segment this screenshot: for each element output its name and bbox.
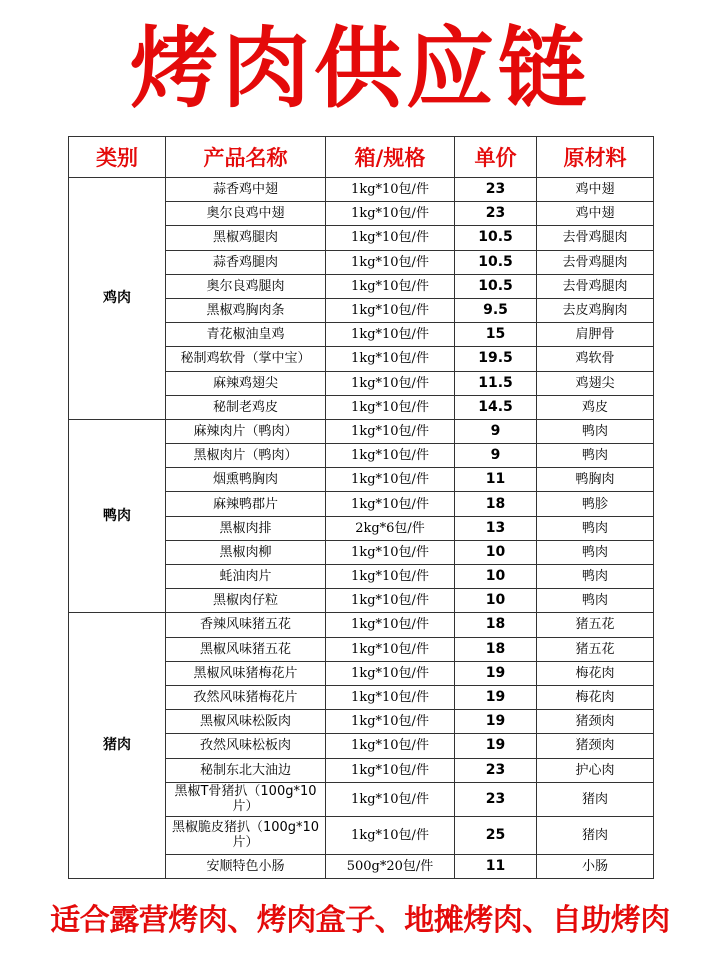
product-name-cell: 黑椒肉排 xyxy=(166,516,326,540)
price-cell: 23 xyxy=(455,782,537,816)
product-name-cell: 秘制老鸡皮 xyxy=(166,395,326,419)
material-cell: 鸡中翅 xyxy=(537,178,654,202)
category-cell: 鸭肉 xyxy=(69,419,166,613)
price-cell: 19 xyxy=(455,661,537,685)
product-name-cell: 黑椒肉柳 xyxy=(166,540,326,564)
material-cell: 猪颈肉 xyxy=(537,734,654,758)
product-name-cell: 黑椒T骨猪扒（100g*10片） xyxy=(166,782,326,816)
header-price: 单价 xyxy=(455,137,537,178)
material-cell: 猪五花 xyxy=(537,637,654,661)
header-category: 类别 xyxy=(69,137,166,178)
material-cell: 去骨鸡腿肉 xyxy=(537,226,654,250)
material-cell: 鸭肉 xyxy=(537,444,654,468)
material-cell: 鸭肉 xyxy=(537,516,654,540)
header-material: 原材料 xyxy=(537,137,654,178)
spec-cell: 1kg*10包/件 xyxy=(326,274,455,298)
price-cell: 10.5 xyxy=(455,226,537,250)
spec-cell: 1kg*10包/件 xyxy=(326,444,455,468)
material-cell: 肩胛骨 xyxy=(537,323,654,347)
product-name-cell: 黑椒鸡胸肉条 xyxy=(166,298,326,322)
material-cell: 鸡翅尖 xyxy=(537,371,654,395)
spec-cell: 1kg*10包/件 xyxy=(326,637,455,661)
table-row xyxy=(69,613,654,637)
spec-cell: 1kg*10包/件 xyxy=(326,178,455,202)
price-cell: 23 xyxy=(455,178,537,202)
material-cell: 小肠 xyxy=(537,854,654,878)
price-cell: 23 xyxy=(455,758,537,782)
header-spec: 箱/规格 xyxy=(326,137,455,178)
material-cell: 护心肉 xyxy=(537,758,654,782)
price-cell: 11 xyxy=(455,468,537,492)
product-name-cell: 奥尔良鸡腿肉 xyxy=(166,274,326,298)
material-cell: 鸭胸肉 xyxy=(537,468,654,492)
material-cell: 鸭肉 xyxy=(537,540,654,564)
material-cell: 去骨鸡腿肉 xyxy=(537,250,654,274)
price-cell: 9 xyxy=(455,419,537,443)
price-table-container xyxy=(68,136,654,879)
price-cell: 11.5 xyxy=(455,371,537,395)
product-name-cell: 秘制鸡软骨（掌中宝） xyxy=(166,347,326,371)
spec-cell: 1kg*10包/件 xyxy=(326,468,455,492)
footer-slogan: 适合露营烤肉、烤肉盒子、地摊烤肉、自助烤肉 xyxy=(50,903,670,938)
price-cell: 18 xyxy=(455,637,537,661)
price-cell: 25 xyxy=(455,816,537,854)
spec-cell: 1kg*10包/件 xyxy=(326,250,455,274)
price-cell: 10.5 xyxy=(455,250,537,274)
price-cell: 13 xyxy=(455,516,537,540)
price-cell: 10 xyxy=(455,565,537,589)
material-cell: 去骨鸡腿肉 xyxy=(537,274,654,298)
spec-cell: 1kg*10包/件 xyxy=(326,540,455,564)
product-name-cell: 黑椒鸡腿肉 xyxy=(166,226,326,250)
material-cell: 猪肉 xyxy=(537,816,654,854)
product-name-cell: 孜然风味松板肉 xyxy=(166,734,326,758)
material-cell: 梅花肉 xyxy=(537,685,654,709)
material-cell: 鸡皮 xyxy=(537,395,654,419)
product-name-cell: 黑椒风味猪五花 xyxy=(166,637,326,661)
price-cell: 23 xyxy=(455,202,537,226)
price-cell: 19 xyxy=(455,734,537,758)
price-cell: 10.5 xyxy=(455,274,537,298)
price-cell: 15 xyxy=(455,323,537,347)
product-name-cell: 黑椒风味松阪肉 xyxy=(166,710,326,734)
spec-cell: 1kg*10包/件 xyxy=(326,758,455,782)
spec-cell: 1kg*10包/件 xyxy=(326,565,455,589)
product-name-cell: 麻辣肉片（鸭肉） xyxy=(166,419,326,443)
product-name-cell: 蒜香鸡腿肉 xyxy=(166,250,326,274)
spec-cell: 1kg*10包/件 xyxy=(326,710,455,734)
spec-cell: 1kg*10包/件 xyxy=(326,202,455,226)
price-cell: 19 xyxy=(455,710,537,734)
product-name-cell: 安顺特色小肠 xyxy=(166,854,326,878)
page-title: 烤肉供应链 xyxy=(129,17,590,120)
spec-cell: 1kg*10包/件 xyxy=(326,734,455,758)
spec-cell: 1kg*10包/件 xyxy=(326,492,455,516)
price-cell: 11 xyxy=(455,854,537,878)
material-cell: 鸭肉 xyxy=(537,565,654,589)
material-cell: 鸭胗 xyxy=(537,492,654,516)
product-name-cell: 蒜香鸡中翅 xyxy=(166,178,326,202)
spec-cell: 1kg*10包/件 xyxy=(326,226,455,250)
material-cell: 鸡软骨 xyxy=(537,347,654,371)
product-name-cell: 蚝油肉片 xyxy=(166,565,326,589)
product-name-cell: 奥尔良鸡中翅 xyxy=(166,202,326,226)
spec-cell: 1kg*10包/件 xyxy=(326,419,455,443)
category-cell: 鸡肉 xyxy=(69,178,166,420)
price-cell: 9.5 xyxy=(455,298,537,322)
price-cell: 10 xyxy=(455,540,537,564)
product-name-cell: 香辣风味猪五花 xyxy=(166,613,326,637)
price-cell: 9 xyxy=(455,444,537,468)
price-table xyxy=(68,136,654,879)
spec-cell: 1kg*10包/件 xyxy=(326,661,455,685)
product-name-cell: 烟熏鸭胸肉 xyxy=(166,468,326,492)
product-name-cell: 黑椒风味猪梅花片 xyxy=(166,661,326,685)
material-cell: 鸡中翅 xyxy=(537,202,654,226)
material-cell: 猪五花 xyxy=(537,613,654,637)
product-name-cell: 麻辣鸭郡片 xyxy=(166,492,326,516)
table-row xyxy=(69,178,654,202)
spec-cell: 1kg*10包/件 xyxy=(326,298,455,322)
table-row xyxy=(69,419,654,443)
product-name-cell: 麻辣鸡翅尖 xyxy=(166,371,326,395)
spec-cell: 1kg*10包/件 xyxy=(326,685,455,709)
spec-cell: 2kg*6包/件 xyxy=(326,516,455,540)
category-cell: 猪肉 xyxy=(69,613,166,879)
table-header-row xyxy=(69,137,654,178)
spec-cell: 1kg*10包/件 xyxy=(326,371,455,395)
header-product-name: 产品名称 xyxy=(166,137,326,178)
material-cell: 鸭肉 xyxy=(537,419,654,443)
product-name-cell: 黑椒肉仔粒 xyxy=(166,589,326,613)
spec-cell: 1kg*10包/件 xyxy=(326,589,455,613)
spec-cell: 1kg*10包/件 xyxy=(326,782,455,816)
product-name-cell: 秘制东北大油边 xyxy=(166,758,326,782)
table-body xyxy=(69,178,654,879)
price-cell: 19.5 xyxy=(455,347,537,371)
product-name-cell: 青花椒油皇鸡 xyxy=(166,323,326,347)
material-cell: 猪颈肉 xyxy=(537,710,654,734)
spec-cell: 1kg*10包/件 xyxy=(326,347,455,371)
product-name-cell: 孜然风味猪梅花片 xyxy=(166,685,326,709)
material-cell: 去皮鸡胸肉 xyxy=(537,298,654,322)
material-cell: 鸭肉 xyxy=(537,589,654,613)
price-cell: 18 xyxy=(455,613,537,637)
material-cell: 猪肉 xyxy=(537,782,654,816)
product-name-cell: 黑椒脆皮猪扒（100g*10片） xyxy=(166,816,326,854)
spec-cell: 1kg*10包/件 xyxy=(326,816,455,854)
price-cell: 18 xyxy=(455,492,537,516)
spec-cell: 500g*20包/件 xyxy=(326,854,455,878)
price-cell: 10 xyxy=(455,589,537,613)
product-name-cell: 黑椒肉片（鸭肉） xyxy=(166,444,326,468)
price-cell: 19 xyxy=(455,685,537,709)
spec-cell: 1kg*10包/件 xyxy=(326,395,455,419)
price-cell: 14.5 xyxy=(455,395,537,419)
spec-cell: 1kg*10包/件 xyxy=(326,613,455,637)
material-cell: 梅花肉 xyxy=(537,661,654,685)
spec-cell: 1kg*10包/件 xyxy=(326,323,455,347)
